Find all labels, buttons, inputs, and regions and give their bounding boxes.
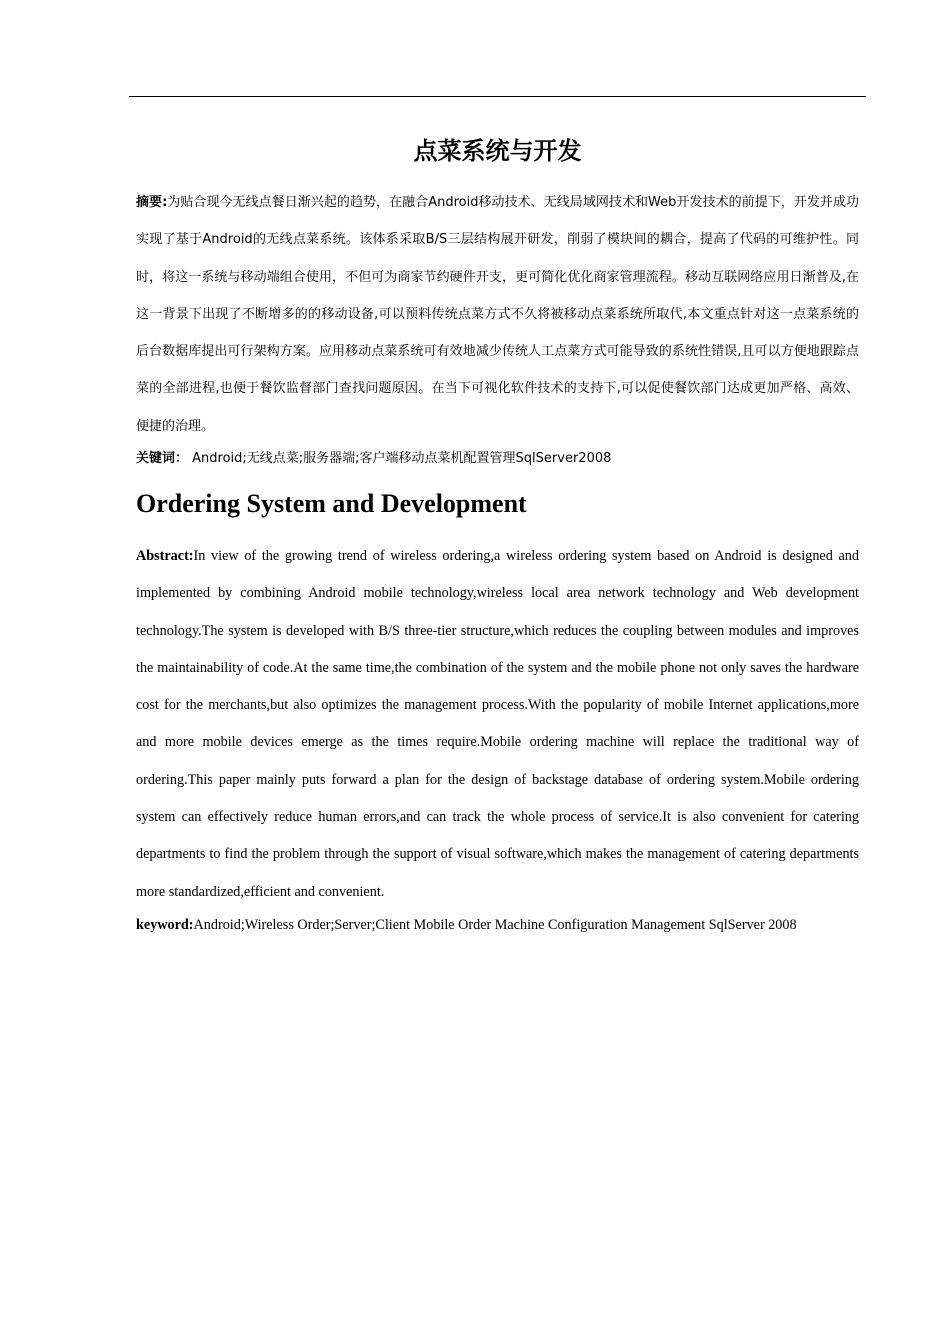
english-abstract-text: In view of the growing trend of wireless ordering,a wireless ordering system based on Android is designed and implemented by combining Android mobile technology,wireless local area network technology and Web development technology.The system is developed with B/S three-tier structure,which reduces the coupling between modules and improves the maintainability of code.At the same time,the combination of the system and the mobile phone not only saves the hardware cost for the merchants,but also optimizes the management process.With the popularity of mobile Internet applications,more and more mobile devices emerge as the times require.Mobile ordering machine will replace the traditional way of ordering.This paper mainly puts forward a plan for the design of backstage database of ordering system.Mobile ordering system can effectively reduce human errors,and can track the whole process of service.It is also convenient for catering departments to find the problem through the support of visual software,which makes the management of catering departments more standardized,efficient and convenient. bbox=[136, 548, 859, 900]
chinese-keywords-text: Android;无线点菜;服务器端;客户端移动点菜机配置管理SqlServer2008 bbox=[188, 451, 612, 466]
english-title: Ordering System and Development bbox=[136, 489, 527, 518]
header-rule bbox=[129, 96, 866, 97]
english-abstract bbox=[136, 538, 859, 911]
chinese-keywords-label: 关键词： bbox=[136, 451, 189, 466]
chinese-keywords bbox=[136, 447, 859, 471]
english-keywords-text: Android;Wireless Order;Server;Client Mobile Order Machine Configuration Management SqlServer 2008 bbox=[193, 917, 797, 933]
english-keywords-label: keyword: bbox=[136, 917, 194, 933]
chinese-abstract-text: 为贴合现今无线点餐日渐兴起的趋势，在融合Android移动技术、无线局域网技术和Web开发技术的前提下，开发并成功实现了基于Android的无线点菜系统。该体系采取B/S三层结构展开研发，削弱了模块间的耦合，提高了代码的可维护性。同时，将这一系统与移动端组合使用，不但可为商家节约硬件开支，更可简化优化商家管理流程。移动互联网络应用日渐普及,在这一背景下出现了不断增多的的移动设备,可以预料传统点菜方式不久将被移动点菜系统所取代,本文重点针对这一点菜系统的后台数据库提出可行架构方案。应用移动点菜系统可有效地减少传统人工点菜方式可能导致的系统性错误,且可以方便地跟踪点菜的全部进程,也便于餐饮监督部门查找问题原因。在当下可视化软件技术的支持下,可以促使餐饮部门达成更加严格、高效、便捷的治理。 bbox=[136, 195, 860, 434]
english-abstract-label: Abstract: bbox=[136, 548, 194, 564]
chinese-title: 点菜系统与开发 bbox=[413, 137, 582, 165]
chinese-abstract bbox=[136, 184, 859, 445]
english-keywords bbox=[136, 913, 859, 937]
chinese-abstract-label: 摘要: bbox=[136, 195, 168, 210]
